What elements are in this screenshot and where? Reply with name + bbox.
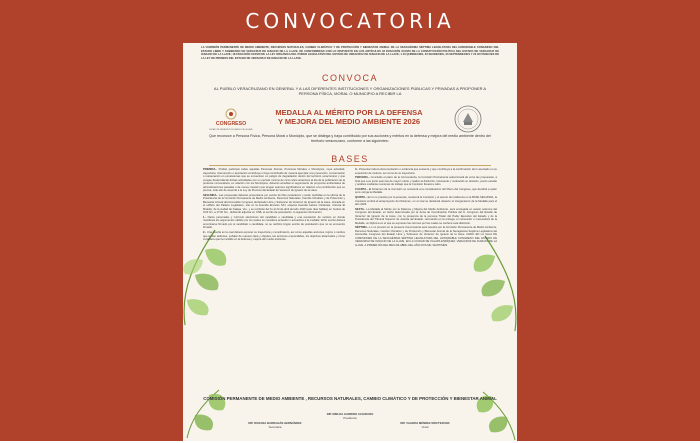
clause-label: TERCERA.-: [355, 176, 370, 180]
base-clause: [355, 196, 497, 207]
poster-title: CONVOCATORIA: [245, 9, 455, 33]
clause-label: SÉPTIMA.-: [355, 226, 369, 230]
clause-text: Presentar toda la documentación o evidencia que sustente y que contribuya a la confirmación de lo asentado en su exposición de motivos, así como de su trayectoria.: [355, 168, 497, 175]
signatory-role: Vocal: [421, 424, 429, 429]
signatory-name: DIP. ROXANA BARRAGÁN HERNÁNDEZ: [248, 421, 302, 425]
clause-text: La Medalla al Mérito por la Defensa y Mejora del Medio Ambiente, será entregada en sesión solemne del Congreso del Estado, en fecha determinada por la Junta de Coordinación Política del H. Congreso del Estado de Veracruz de Ignacio de la Llave, con la presencia de la persona Titular del Poder Ejecutivo del Estado y de la Presidencia del Tribunal Superior de Justicia del Estado, razonando en la entrega, el merecedor o merecedora de la Medalla, un Diploma en el que se expresen las razones por las cuales se confiere esta distinción.: [355, 207, 497, 225]
clause-label: 1.-: [203, 215, 207, 219]
medal-title: [249, 108, 449, 126]
medal-title-line2: Y MEJORA DEL MEDIO AMBIENTE 2026: [277, 117, 421, 126]
preamble-text: LA COMISIÓN PERMANENTE DE MEDIO AMBIENTE, RECURSOS NATURALES, CAMBIO CLIMÁTICO Y DE PROTECCIÓN Y BIENESTAR ANIMAL DE LA SEXAGÉSIMA SÉPTIMA LEGISLATURA DEL HONORABLE CONGRESO DEL ESTADO LIBRE Y SOBERANO DE VERACRUZ DE IGNACIO DE LA LLAVE, DE CONFORMIDAD CON LO DISPUESTO EN LOS ARTÍCULOS 33 FRACCIÓN XXXVIII DE LA CONSTITUCIÓN POLÍTICA DEL ESTADO DE VERACRUZ DE IGNACIO DE LA LLAVE; 18 FRACCIÓN XXXVIII DE LA LEY ORGÁNICA DEL PODER LEGISLATIVO DEL ESTADO DE VERACRUZ DE IGNACIO DE LA LLAVE; 1 23 QUINDECIES, 23 SEXDECIES, 23 SEPTENDECIES Y 23 OCTADECIES DE LA LEY DE PREMIOS DEL ESTADO DE VERACRUZ DE IGNACIO DE LA LLAVE.: [201, 46, 499, 60]
commission-name: COMISIÓN PERMANENTE DE MEDIO AMBIENTE , RECURSOS NATURALES, CAMBIO CLIMÁTICO Y DE PROTECCIÓN Y BIENESTAR ANIMAL: [203, 396, 497, 401]
base-clause: [355, 208, 497, 226]
signatory-role: Presidenta: [343, 415, 357, 420]
base-clause: [355, 188, 497, 195]
clause-text: Lo no previsto en la presente Convocatoria será resuelto por la Comisión Permanente de Medio Ambiente, Recursos Naturales, Cambio Climático y de Protección y Bienestar Animal de la Sexagésima Séptima Legislatura del Honorable Congreso del Estado Libre y Soberano de Veracruz de Ignacio de la Llave. DADO EN LA SALA DE COMISIONES DE LA SEXAGÉSIMA SÉPTIMA LEGISLATURA DEL HONORABLE CONGRESO DEL ESTADO DE VERACRUZ DE IGNACIO DE LA LLAVE, EN LA CIUDAD DE XALAPA ENRÍQUEZ, VERACRUZ DE IGNACIO DE LA LLAVE, A PRIMER DÍA DEL MES DE ABRIL DEL AÑO DOS MIL VEINTISÉIS.: [355, 226, 497, 247]
base-clause: [203, 231, 345, 242]
clause-text: Datos personales y currículo electrónico del candidato o candidata y una exposición de motivos en donde manifieste los argumentos válidos por los cuales se considere acreedor o acreedora a la medalla; dicho escrito deberá encontrarse firmado por el candidato o candidata, no se recibirá ningún escrito de postulación que no se encuentre firmado.: [203, 215, 345, 230]
clause-label: 2.-: [203, 231, 207, 235]
logo-name: CONGRESO: [215, 121, 247, 127]
state-seal-icon: [453, 104, 483, 134]
base-clause: [355, 168, 497, 175]
signatory-name: DIP. VALERIA MÉNDEZ MOCTEZUMA: [400, 421, 450, 425]
right-red-margin: [517, 0, 700, 441]
clause-text: Podrán participar todas aquellas Personas Físicas, Personas Morales o Municipios, cuya actividad, trayectoria, intervención o aportación contribuya o haya contribuido de manera ejemplar a la prevención, conservación o restauración en ecosistemas que se encuentren en peligro de degradación dentro del territorio veracruzano y que vengan desarrollando dichas actividades con un periodo mínimo de cinco años anteriores al día de la publicación de la presente convocatoria, en relación con los Municipios, deberán acreditar el seguimiento de proyectos ambientales de administraciones pasadas o de nueva creación que tengan avances significativos en relación a la contribución que se premia, todo ello de acuerdo a la Ley de Premios del Estado de Veracruz de Ignacio de la Llave.: [203, 168, 345, 192]
logo-subtitle: ESTADO DE VERACRUZ DE IGNACIO DE LA LLAVE: [209, 129, 253, 131]
base-clause: [203, 194, 345, 215]
base-clause: [203, 168, 345, 193]
signatory-name: DIP. IMELDA GARRIDO ALVARADO: [326, 412, 374, 416]
signature-secretary: [225, 422, 325, 429]
base-clause: [355, 226, 497, 247]
clause-text: En lo no previsto por la presente, resolverá la Comisión y el asunto de incidencia en la BASE SEGUNDA, la Comisión emitirá al anteproyecto de Dictamen, en el cual se declarará desierto el otorgamiento de la Medalla para el año 2026.: [355, 196, 497, 207]
clause-label: SEXTA.-: [355, 207, 366, 211]
clause-label: SEGUNDA.-: [203, 193, 219, 197]
signature-vocal: [375, 422, 475, 429]
clause-label: CUARTA.-: [355, 187, 368, 191]
clause-label: PRIMERA.-: [203, 168, 218, 171]
bases-divider: [209, 165, 491, 166]
clause-label: 3.-: [355, 168, 359, 171]
congreso-logo: [209, 106, 253, 134]
medal-title-line1: MEDALLA AL MÉRITO POR LA DEFENSA: [275, 108, 423, 117]
signatory-role: Secretaria: [268, 424, 282, 429]
left-red-margin: [0, 0, 183, 441]
leaf-decoration-icon: [473, 362, 523, 443]
clause-text: Las propuestas deberán presentarse por escrito de libre postulación y serán recibidas en la oficina de la Presidencia de la Comisión Permanente de Medio Ambiente, Recursos Naturales, Cambio Climático y de Protección y Bienestar Animal del Honorable Congreso del Estado Libre y Soberano de Veracruz de Ignacio de la Llave, ubicada en el edificio del Palacio Legislativo, sito en la Avenida Encanto S/N, esquina Avenida Lázaro Cárdenas, Colonia El Mirador, de la ciudad de Xalapa, Ver., y se recibirán del 11 al 24 de abril del año 2026 (solo días hábiles) en horario de 9:00 hrs. a 17:00 hrs., debiendo adjuntar en USB, el escrito de postulación, lo siguiente información:: [203, 193, 345, 215]
base-clause: [203, 216, 345, 230]
clause-label: QUINTA.-: [355, 196, 367, 200]
base-clause: [355, 176, 497, 187]
bases-column-right: [355, 168, 497, 249]
title-ribbon: [183, 0, 517, 43]
clause-text: Una reseña en la cual deberá exponer su trayectoria y cumplimiento, así como aquellas acciones, logros o méritos que le den atributos, señalar de manera clara y objetiva, las acciones emprendidas, los objetivos alcanzados y cómo considera que ha incidido en la defensa y mejora del medio ambiente.: [203, 231, 345, 242]
invitation-text: AL PUEBLO VERACRUZANO EN GENERAL Y A LAS DIFERENTES INSTITUCIONES Y ORGANIZACIONES PÚBLICAS Y PRIVADAS A PROPONER A PERSONA FÍSICA, MORAL O MUNICIPIO A RECIBIR LA: [213, 86, 487, 96]
purpose-text: Que reconoce a Persona Física, Persona Moral o Municipio, que se distinga y haya contribuido por sus acciones y méritos en la defensa y mejora del medio ambiente dentro del territorio veracruzano, conforme a las siguientes:: [209, 134, 491, 143]
convocatoria-poster: [183, 0, 517, 441]
convoca-heading: CONVOCA: [321, 73, 378, 83]
clause-text: El Dictamen de la Comisión se someterá a la consideración del Pleno del Congreso, que decidirá a quién se le otorga la Medalla.: [355, 187, 497, 195]
bases-column-left: [203, 168, 345, 243]
bases-heading: BASES: [331, 154, 369, 164]
signature-president: [300, 413, 400, 420]
clause-text: Concluido el plazo de la Convocatoria, la Comisión Permanente seleccionará de entre las propuestas, a final que a su juicio sean las de mayor mérito y realice la distinción; razonando y motivando su decisión, previo estudio y análisis mediante reuniones de trabajo que la Comisión llevará a cabo.: [355, 176, 498, 187]
